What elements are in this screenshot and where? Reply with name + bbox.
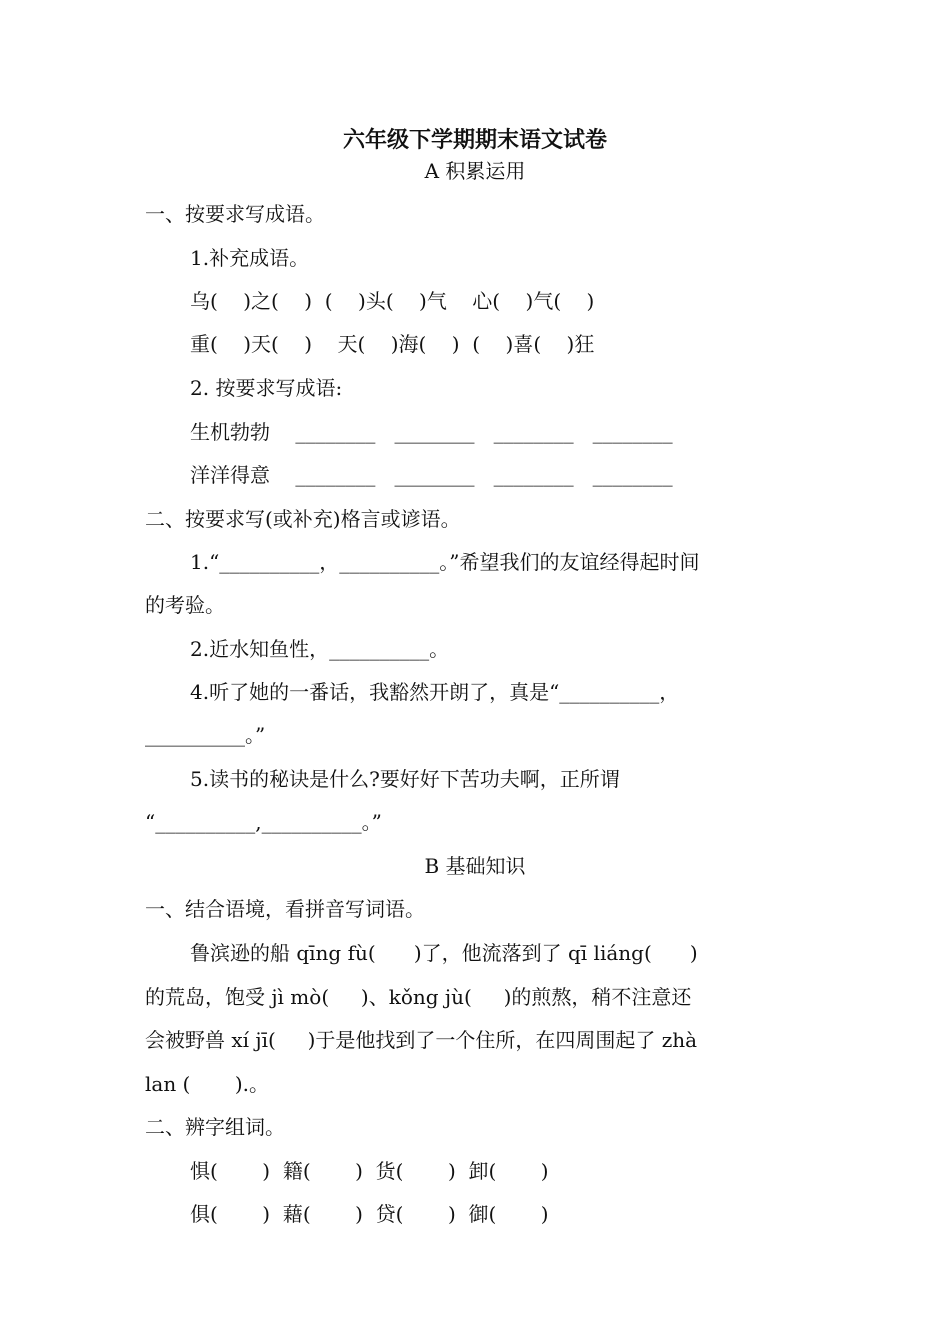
- exam-title: 六年级下学期期末语文试卷: [342, 127, 607, 153]
- proverb-item-1-line-2: 的考验。: [145, 593, 225, 617]
- proverb-item-4-line-2: __________。”: [145, 723, 266, 747]
- section-b-heading: B 基础知识: [424, 854, 526, 878]
- proverb-item-5-line-2: “__________,__________。”: [145, 810, 382, 834]
- section-b-question-2-heading: 二、辨字组词。: [145, 1115, 285, 1139]
- question-2-heading: 二、按要求写(或补充)格言或谚语。: [145, 507, 461, 531]
- question-1-heading: 一、按要求写成语。: [145, 202, 325, 226]
- proverb-item-2: 2.近水知鱼性，__________。: [190, 637, 450, 661]
- question-1-sub-2: 2. 按要求写成语:: [190, 376, 343, 400]
- idiom-pattern-row-2: 洋洋得意 ________ ________ ________ ________: [190, 463, 673, 487]
- section-b-question-1-heading: 一、结合语境，看拼音写词语。: [145, 897, 425, 921]
- proverb-item-5-line-1: 5.读书的秘诀是什么?要好好下苦功夫啊，正所谓: [190, 767, 620, 791]
- pinyin-paragraph-line-3: 会被野兽 xí jī( )于是他找到了一个住所，在四周围起了 zhà: [145, 1028, 698, 1052]
- section-a-heading: A 积累运用: [424, 159, 526, 183]
- idiom-fill-row-1: 乌( )之( ) ( )头( )气 心( )气( ): [190, 289, 595, 313]
- proverb-item-1-line-1: 1.“__________，__________。”希望我们的友谊经得起时间: [190, 550, 700, 574]
- idiom-fill-row-2: 重( )天( ) 天( )海( ) ( )喜( )狂: [190, 332, 595, 356]
- proverb-item-4-line-1: 4.听了她的一番话，我豁然开朗了，真是“__________，: [190, 680, 680, 704]
- pinyin-paragraph-line-2: 的荒岛，饱受 jì mò( )、kǒng jù( )的煎熬，稍不注意还: [145, 985, 692, 1009]
- pinyin-paragraph-line-4: lan ( ).。: [145, 1072, 270, 1096]
- character-pair-row-2: 俱( ) 藉( ) 贷( ) 御( ): [190, 1202, 549, 1226]
- character-pair-row-1: 惧( ) 籍( ) 货( ) 卸( ): [190, 1159, 549, 1183]
- pinyin-paragraph-line-1: 鲁滨逊的船 qīng fù( )了，他流落到了 qī liáng( ): [190, 941, 698, 965]
- question-1-sub-1: 1.补充成语。: [190, 246, 310, 270]
- idiom-pattern-row-1: 生机勃勃 ________ ________ ________ ________: [190, 420, 673, 444]
